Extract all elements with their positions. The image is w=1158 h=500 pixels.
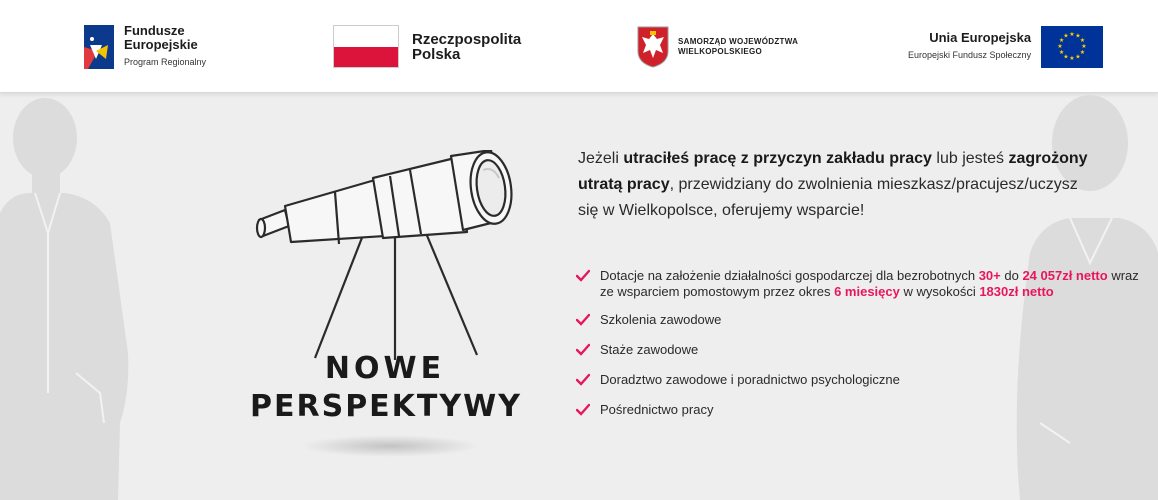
- intro-part3: , przewidziany do zwolnienia mieszkasz/pracujesz/uczysz się w Wielkopolsce, oferujemy wsparcie!: [578, 176, 1078, 219]
- svg-text:★: ★: [1069, 54, 1075, 62]
- brand-logo: [250, 350, 520, 426]
- benefit-text-4: Doradztwo zawodowe i poradnictwo psychologiczne: [600, 372, 900, 387]
- checkmark-icon: [576, 313, 590, 327]
- wielkopolska-coat-of-arms-icon: [636, 25, 670, 69]
- svg-text:★: ★: [1063, 52, 1069, 60]
- svg-text:★: ★: [1081, 42, 1087, 50]
- left-person-silhouette: [0, 93, 140, 500]
- svg-text:★: ★: [1079, 48, 1086, 56]
- benefit1-highlight-period: 6 miesięcy: [834, 284, 900, 299]
- benefit1-text-a: Dotacje na założenie działalności gospodarczej dla bezrobotnych: [600, 268, 979, 283]
- fundusze-europejskie-emblem-icon: [84, 25, 114, 69]
- ue-subtitle: Europejski Fundusz Społeczny: [908, 50, 1032, 60]
- samorzad-wielkopolski-logo: [636, 0, 798, 93]
- brand-line2: PERSPEKTYWY: [250, 389, 522, 424]
- fe-subtitle: Program Regionalny: [124, 57, 207, 67]
- svg-text:★: ★: [1079, 36, 1086, 44]
- svg-text:★: ★: [1075, 52, 1081, 60]
- benefit1-highlight-amount: 24 057zł netto: [1022, 268, 1108, 283]
- list-item: [576, 312, 1146, 328]
- brand-line1: NOWE: [324, 351, 446, 386]
- intro-part1: Jeżeli: [578, 150, 624, 167]
- benefit-text-2: Szkolenia zawodowe: [600, 312, 722, 327]
- svg-text:★: ★: [1069, 30, 1075, 38]
- polish-flag-icon: [333, 25, 399, 68]
- checkmark-icon: [576, 343, 590, 357]
- fe-title-line2: Europejskie: [124, 37, 198, 52]
- svg-text:★: ★: [1075, 32, 1081, 40]
- benefit1-highlight-monthly: 1830zł netto: [979, 284, 1054, 299]
- benefit1-text-c: wraz ze wsparciem pomostowym przez okres: [600, 268, 1139, 299]
- telescope-shadow: [300, 435, 480, 457]
- fundusze-europejskie-logo: [84, 0, 206, 93]
- benefit-text-5: Pośrednictwo pracy: [600, 402, 714, 417]
- benefits-list: [576, 268, 1146, 432]
- intro-bold2: zagrożony utratą pracy: [578, 150, 1088, 193]
- svg-text:★: ★: [1058, 48, 1065, 56]
- checkmark-icon: [576, 373, 590, 387]
- svg-text:★: ★: [1057, 42, 1063, 50]
- list-item: [576, 372, 1146, 388]
- intro-part2: lub jesteś: [931, 150, 1009, 167]
- benefit1-text-d: w wysokości: [899, 284, 980, 299]
- benefit-text-3: Staże zawodowe: [600, 342, 699, 357]
- ue-title: Unia Europejska: [929, 30, 1032, 45]
- telescope-icon: [255, 150, 515, 370]
- rzeczpospolita-polska-logo: [333, 0, 521, 93]
- list-item: [576, 342, 1146, 358]
- logo-bar: [0, 0, 1158, 93]
- rp-line1: Rzeczpospolita: [412, 30, 522, 48]
- unia-europejska-logo: [908, 0, 1103, 93]
- svg-text:★: ★: [1063, 32, 1069, 40]
- svg-text:★: ★: [1058, 36, 1065, 44]
- benefit1-highlight-age: 30+: [978, 268, 1001, 283]
- checkmark-icon: [576, 403, 590, 417]
- eu-flag-icon: [1041, 26, 1103, 68]
- list-item: [576, 268, 1146, 300]
- intro-bold1: utraciłeś pracę z przyczyn zakładu pracy: [623, 150, 932, 167]
- intro-text: [578, 146, 1098, 224]
- benefit-text-1: [600, 268, 1146, 300]
- rp-line2: Polska: [412, 45, 461, 63]
- sw-line1: SAMORZĄD WOJEWÓDZTWA: [678, 36, 799, 46]
- list-item: [576, 402, 1146, 418]
- fe-title-line1: Fundusze: [124, 23, 185, 38]
- benefit1-text-b: do: [1000, 268, 1023, 283]
- sw-line2: WIELKOPOLSKIEGO: [678, 46, 763, 56]
- checkmark-icon: [576, 269, 590, 283]
